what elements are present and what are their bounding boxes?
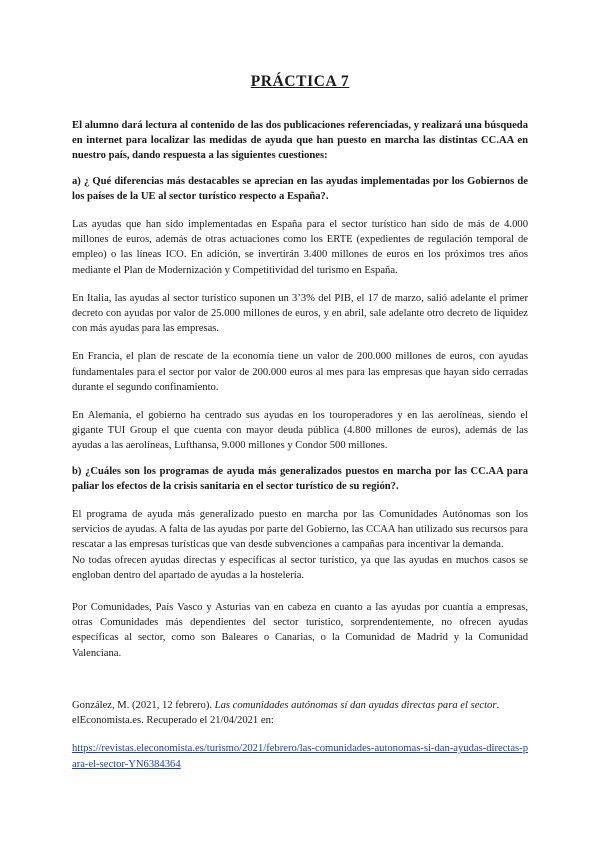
reference-title: Las comunidades autónomas sí dan ayudas directas para el sector	[214, 699, 497, 711]
answer-b-programs: El programa de ayuda más generalizado puesto en marcha por las Comunidades Autónomas son los servicios de ayudas. A falta de las ayudas por parte del Gobierno, las CCAA han utilizado sus recursos para rescatar a las empresas turísticas que van desde subvenciones a campañas para incentivar la demanda.	[72, 509, 528, 551]
answer-b-hosteleria: No todas ofrecen ayudas directas y específicas al sector turístico, ya que las ayudas en muchos casos se engloban dentro del apartado de ayudas a la hostelería.	[72, 554, 528, 581]
answer-a-italy: En Italia, las ayudas al sector turístico suponen un 3’3% del PIB, el 17 de marzo, salió adelante el primer decreto con ayudas por valor de 25.000 millones de euros, y en abril, sale adelante otro decreto de liquidez con más ayudas para las empresas.	[72, 292, 528, 335]
reference-citation	[72, 698, 528, 728]
reference-link[interactable]: https://revistas.eleconomista.es/turismo/2021/febrero/las-comunidades-autonomas-si-dan-ayudas-directas-para-el-sector-YN6384364	[72, 743, 528, 770]
question-a: a) ¿ Qué diferencias más destacables se aprecian en las ayudas implementadas por los Gobiernos de los países de la UE al sector turístico respecto a España?.	[72, 175, 528, 202]
page-title: PRÁCTICA 7	[250, 73, 350, 90]
intro-paragraph: El alumno dará lectura al contenido de las dos publicaciones referenciadas, y realizará una búsqueda en internet para localizar las medidas de ayuda que han puesto en marcha las distintas CC.AA en nuestro país, dando respuesta a las siguientes cuestiones:	[72, 120, 528, 162]
reference-suffix: . elEconomista.es. Recuperado el 21/04/2021 en:	[72, 699, 500, 727]
answer-a-spain: Las ayudas que han sido implementadas en España para el sector turístico han sido de más de 4.000 millones de euros, además de otras actuaciones como los ERTE (expedientes de regulación temporal de empleo) o las líneas ICO. En adición, se invertirán 3.400 millones de euros en los próximos tres años mediante el Plan de Modernización y Competitividad del turismo en España.	[72, 219, 528, 276]
answer-a-germany: En Alemania, el gobierno ha centrado sus ayudas en los touroperadores y en las aerolíneas, siendo el gigante TUI Group el que cuenta con mayor deuda pública (4.800 millones de euros), además de las ayudas a las aerolíneas, Lufthansa, 9.000 millones y Condor 500 millones.	[72, 410, 528, 452]
question-b: b) ¿Cuáles son los programas de ayuda más generalizados puestos en marcha por las CC.AA para paliar los efectos de la crisis sanitaria en el sector turístico de su región?.	[72, 465, 528, 492]
reference-prefix: González, M. (2021, 12 febrero).	[72, 699, 215, 711]
answer-a-france: En Francia, el plan de rescate de la economía tiene un valor de 200.000 millones de euros, con ayudas fundamentales para el sector por valor de 200.000 euros al mes para las empresas que hayan sido cerradas durante el segundo confinamiento.	[72, 351, 528, 393]
reference-url-line	[72, 741, 528, 771]
answer-b-communities: Por Comunidades, País Vasco y Asturias van en cabeza en cuanto a las ayudas por cuantía a empresas, otras Comunidades más dependientes del sector turístico, sorprendentemente, no ofrecen ayudas específicas al sector, como son Baleares o Canarias, o la Comunidad de Madrid y la Comunidad Valenciana.	[72, 602, 528, 659]
